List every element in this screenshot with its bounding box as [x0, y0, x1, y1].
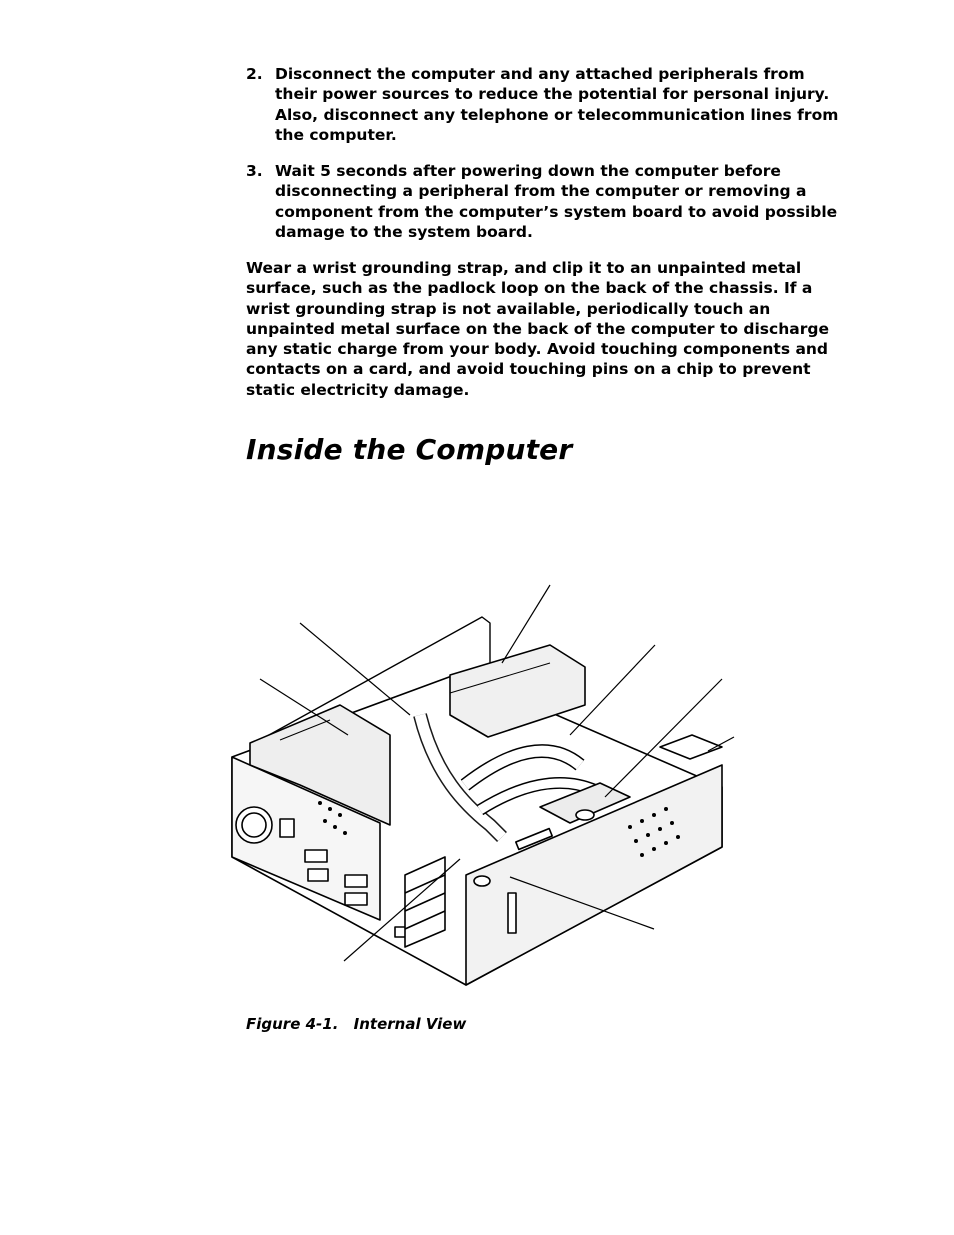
grounding-paragraph: Wear a wrist grounding strap, and clip it to an unpainted metal surface, such as the padlock loop on the back of the chassis. If a wrist grounding strap is not available, periodically touch an unpainted metal surface on the back of the computer to discharge any static charge from your body. Avoid touching components and contacts on a card, and avoid touching pins on a chip to prevent static electricity damage. — [246, 259, 829, 399]
figure-label: Figure 4-1. — [246, 1015, 339, 1033]
step-3 — [246, 161, 846, 243]
step-number: 2. — [246, 65, 263, 83]
section-heading: Inside the Computer — [246, 433, 573, 466]
power-connector-icon — [280, 819, 294, 837]
step-2 — [246, 64, 846, 146]
step-text: Wait 5 seconds after powering down the computer before disconnecting a peripheral from the computer or removing a component from the computer’s system board to avoid possible damage to the system board. — [275, 162, 838, 242]
internal-view-illustration — [220, 575, 750, 1005]
figure-title: Internal View — [353, 1015, 467, 1033]
figure-caption — [246, 1015, 466, 1033]
step-number: 3. — [246, 162, 263, 180]
step-text: Disconnect the computer and any attached peripherals from their power sources to reduce the potential for personal injury. Also, disconnect any telephone or telecommunication lines from the computer. — [275, 65, 839, 145]
